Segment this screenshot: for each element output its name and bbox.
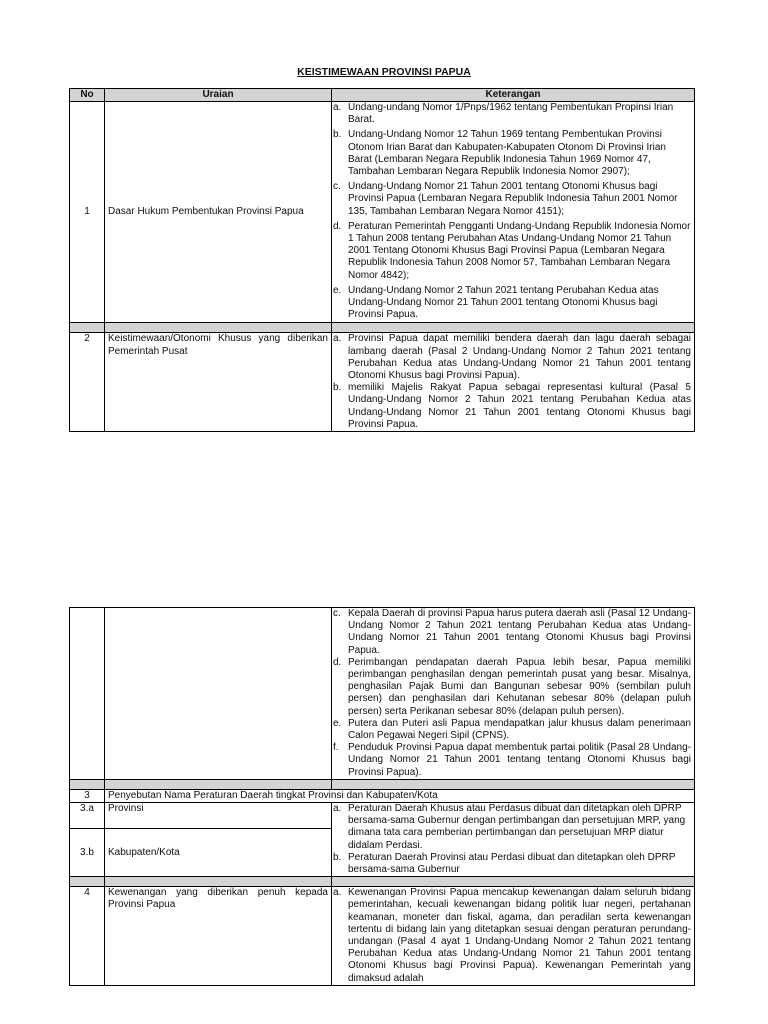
row-uraian: Provinsi — [105, 803, 332, 829]
table-row — [70, 803, 695, 829]
list-item: b. Peraturan Daerah Provinsi atau Perdasi dibuat dan ditetapkan oleh DPRP bersama-sama Gubernur — [333, 851, 676, 876]
row-uraian: Keistimewaan/Otonomi Khusus yang diberikan Pemerintah Pusat — [105, 333, 332, 432]
header-keterangan: Keterangan — [332, 89, 695, 102]
list-item: a. Provinsi Papua dapat memiliki bendera daerah dan lagu daerah sebagai lambang daerah (Pasal 2 Undang-Undang Nomor 2 Tahun 2021 tentang Perubahan Kedua atas Undang-Undang Nomor 21 Tahun 2001 tentang Otonomi Khusus bagi Provinsi Papua). — [333, 333, 691, 382]
row-no: 3 — [70, 789, 105, 802]
list-item: a. Peraturan Daerah Khusus atau Perdasus dibuat dan ditetapkan oleh DPRP bersama-sama Gubernur dengan pertimbangan dan persetujuan MRP, yang dimana tata cara pemberian pertimbangan dan persetujuan MRP diatur didalam Perdasi. — [333, 803, 686, 851]
row-keterangan — [332, 803, 695, 877]
list-item: e. Undang-Undang Nomor 2 Tahun 2021 tentang Perubahan Kedua atas Undang-Undang Nomor 21 Tahun 2001 tentang Otonomi Khusus bagi Provinsi Papua. — [333, 284, 659, 321]
list-item: c. Undang-Undang Nomor 21 Tahun 2001 tentang Otonomi Khusus bagi Provinsi Papua (Lembaran Negara Republik Indonesia Tahun 2001 Nomor 135, Tambahan Lembaran Negara Nomor 4151); — [333, 181, 678, 217]
list-item: f. Penduduk Provinsi Papua dapat membentuk partai politik (Pasal 28 Undang-Undang Nomor 21 Tahun 2001 tentang tentang Otonomi Khusus bagi Provinsi Papua). — [333, 742, 691, 778]
row-keterangan — [332, 333, 695, 432]
separator-row — [70, 323, 695, 333]
list-item: d. Perimbangan pendapatan daerah Papua lebih besar, Papua memiliki perimbangan penghasilan dengan pemerintah pusat yang besar. Misalnya, penghasilan Pajak Bumi dan Bangunan sebesar 90% (sembilan puluh persen) dan penghasilan dari Kehutanan sebesar 80% (delapan puluh persen) serta Perikanan sebesar 80% (delapan puluh persen). — [333, 656, 691, 717]
list-item: b. memiliki Majelis Rakyat Papua sebagai representasi kultural (Pasal 5 Undang-Undang Nomor 2 Tahun 2021 tentang Perubahan Kedua atas Undang-Undang Nomor 21 Tahun 2001 tentang Otonomi Khusus bagi Provinsi Papua. — [333, 382, 691, 430]
list-item: d. Peraturan Pemerintah Pengganti Undang-Undang Republik Indonesia Nomor 1 Tahun 2008 tentang Perubahan Atas Undang-Undang Nomor 21 Tahun 2001 Tentang Otonomi Khusus Bagi Provinsi Papua (Lembaran Negara Republik Indonesia Tahun 2008 Nomor 57, Tambahan Lembaran Negara Nomor 4842); — [333, 220, 691, 281]
table-row — [70, 333, 695, 432]
table-row — [70, 102, 695, 323]
header-no: No — [70, 89, 105, 102]
row-no: 3.a — [70, 803, 105, 829]
row-uraian: Kabupaten/Kota — [105, 829, 332, 877]
table-row — [70, 789, 695, 802]
page-title: KEISTIMEWAAN PROVINSI PAPUA — [297, 66, 471, 78]
header-uraian: Uraian — [105, 89, 332, 102]
list-item: c. Kepala Daerah di provinsi Papua harus putera daerah asli (Pasal 12 Undang-Undang Nomor 2 Tahun 2021 tentang Perubahan Kedua atas Undang-Undang Nomor 21 Tahun 2001 tentang Otonomi Khusus bagi Provinsi Papua. — [333, 608, 691, 656]
list-item: a. Kewenangan Provinsi Papua mencakup kewenangan dalam seluruh bidang pemerintahan, kecuali kewenangan bidang politik luar negeri, pertahanan keamanan, moneter dan fiskal, agama, dan peradilan serta kewenangan tertentu di bidang lain yang ditetapkan sesuai dengan peraturan perundang-undangan (Pasal 4 ayat 1 Undang-Undang Nomor 2 Tahun 2021 tentang Perubahan Kedua atas Undang-Undang Nomor 21 Tahun 2001 tentang Otonomi Khusus bagi Provinsi Papua). Kewenangan Pemerintah yang dimaksud adalah — [333, 887, 691, 984]
row-no: 2 — [70, 333, 105, 432]
table-header-row — [70, 89, 695, 102]
separator-row — [70, 779, 695, 789]
table-keistimewaan-part1 — [69, 88, 695, 432]
list-item: a. Undang-undang Nomor 1/Pnps/1962 tentang Pembentukan Propinsi Irian Barat. — [333, 102, 674, 126]
row-uraian: Dasar Hukum Pembentukan Provinsi Papua — [105, 102, 332, 323]
table-keistimewaan-part2 — [69, 607, 695, 986]
row-no: 1 — [70, 102, 105, 323]
list-item: b. Undang-Undang Nomor 12 Tahun 1969 tentang Pembentukan Provinsi Otonom Irian Barat dan Kabupaten-Kabupaten Otonom Di Provinsi Irian Barat (Lembaran Negara Republik Indonesia Tahun 1969 Nomor 47, Tambahan Lembaran Negara Republik Indonesia Nomor 2907); — [333, 129, 666, 178]
separator-row — [70, 877, 695, 887]
row-no: 3.b — [70, 829, 105, 877]
table-row — [70, 887, 695, 986]
row-no: 4 — [70, 887, 105, 986]
list-item: e. Putera dan Puteri asli Papua mendapatkan jalur khusus dalam penerimaan Calon Pegawai Negeri Sipil (CPNS). — [333, 717, 691, 742]
row-keterangan — [332, 102, 695, 323]
row-keterangan — [332, 887, 695, 986]
row-uraian: Penyebutan Nama Peraturan Daerah tingkat Provinsi dan Kabupaten/Kota — [105, 789, 695, 802]
row-uraian: Kewenangan yang diberikan penuh kepada Provinsi Papua — [105, 887, 332, 986]
row-keterangan — [332, 608, 695, 780]
table-row — [70, 608, 695, 780]
